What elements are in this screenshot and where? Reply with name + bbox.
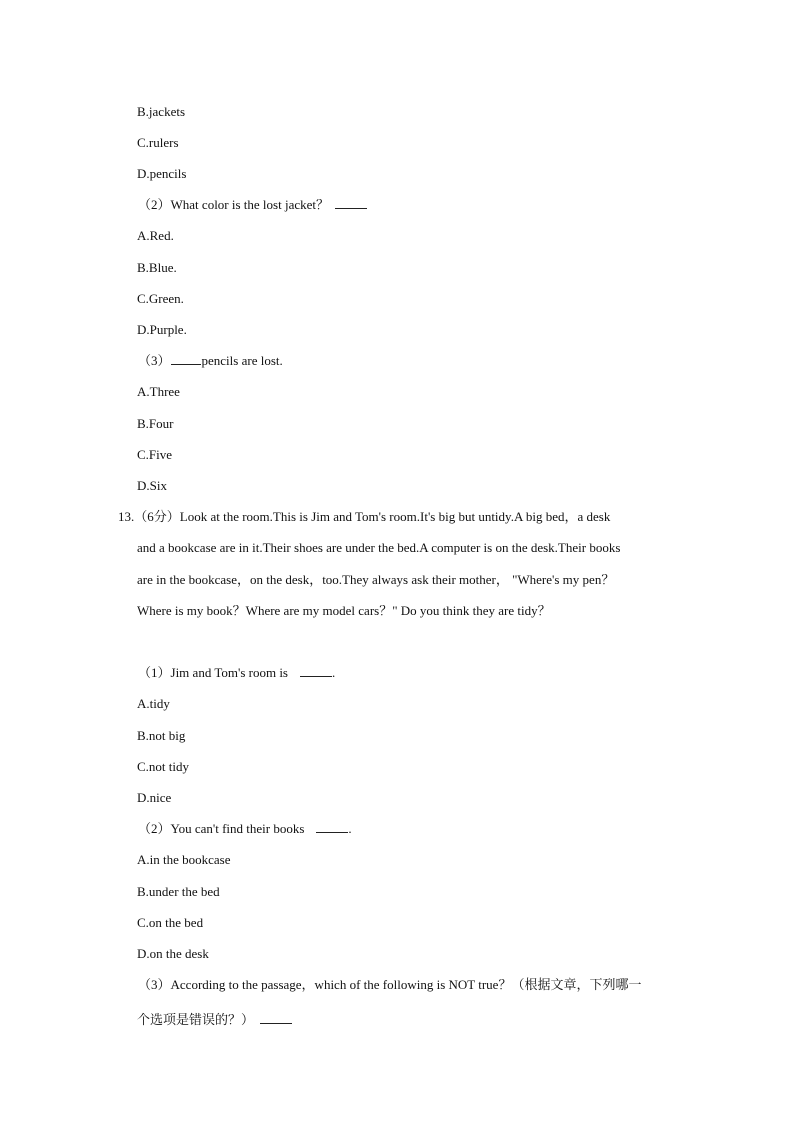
option-q12-1-c: C.rulers [137, 135, 179, 150]
question-text: Jim and Tom's room is [170, 665, 288, 680]
question-prefix: （3） [138, 353, 171, 368]
question-12-3 [138, 353, 283, 369]
question-text: 个选项是错误的？） [137, 1012, 255, 1027]
question-text: You can't find their books [170, 821, 305, 836]
answer-blank [260, 1012, 292, 1024]
option-q13-1-a: A.tidy [137, 696, 170, 711]
answer-blank [316, 821, 348, 833]
option-q12-3-a: A.Three [137, 384, 180, 399]
option-q13-2-c: C.on the bed [137, 915, 204, 930]
option-q12-2-c: C.Green. [137, 291, 184, 306]
option-q12-2-d: D.Purple. [137, 322, 187, 337]
option-q12-2-a: A.Red. [137, 228, 174, 243]
option-q13-2-d: D.on the desk [137, 946, 209, 961]
question-13-1 [138, 665, 335, 681]
question-prefix: （1） [138, 665, 171, 680]
question-text: pencils are lost. [201, 353, 283, 368]
option-q13-1-b: B.not big [137, 728, 186, 743]
question-end: . [332, 665, 336, 680]
question-12-2 [138, 197, 367, 213]
question-13-3 [138, 977, 641, 993]
question-number: 13. [118, 509, 135, 524]
question-13-header [118, 509, 610, 525]
option-q12-3-b: B.Four [137, 416, 174, 431]
option-q13-2-b: B.under the bed [137, 884, 220, 899]
option-q12-1-b: B.jackets [137, 104, 186, 119]
option-q12-1-d: D.pencils [137, 166, 187, 181]
option-q12-2-b: B.Blue. [137, 260, 177, 275]
question-prefix: （2） [138, 197, 171, 212]
option-q12-3-c: C.Five [137, 447, 173, 462]
question-points: （6分） [134, 509, 180, 524]
question-prefix: （3） [138, 977, 171, 992]
question-text: What color is the lost jacket？ [170, 197, 329, 212]
question-13-2 [138, 821, 352, 837]
answer-blank [171, 353, 201, 365]
passage-line: are in the bookcase，on the desk，too.They always ask their mother， "Where's my pen？ [137, 572, 615, 587]
passage-line: Where is my book？Where are my model cars？" Do you think they are tidy？ [137, 603, 551, 618]
question-end: . [348, 821, 352, 836]
answer-blank [300, 665, 332, 677]
question-text: According to the passage，which of the following is NOT true？（根据文章，下列哪一 [170, 977, 642, 992]
passage-line: Look at the room.This is Jim and Tom's room.It's big but untidy.A big bed，a desk [179, 509, 611, 524]
option-q13-1-c: C.not tidy [137, 759, 190, 774]
option-q13-2-a: A.in the bookcase [137, 852, 231, 867]
question-13-3-cont [137, 1012, 292, 1028]
answer-blank [335, 197, 367, 209]
option-q12-3-d: D.Six [137, 478, 167, 493]
passage-line: and a bookcase are in it.Their shoes are under the bed.A computer is on the desk.Their books [137, 540, 621, 555]
question-prefix: （2） [138, 821, 171, 836]
option-q13-1-d: D.nice [137, 790, 172, 805]
